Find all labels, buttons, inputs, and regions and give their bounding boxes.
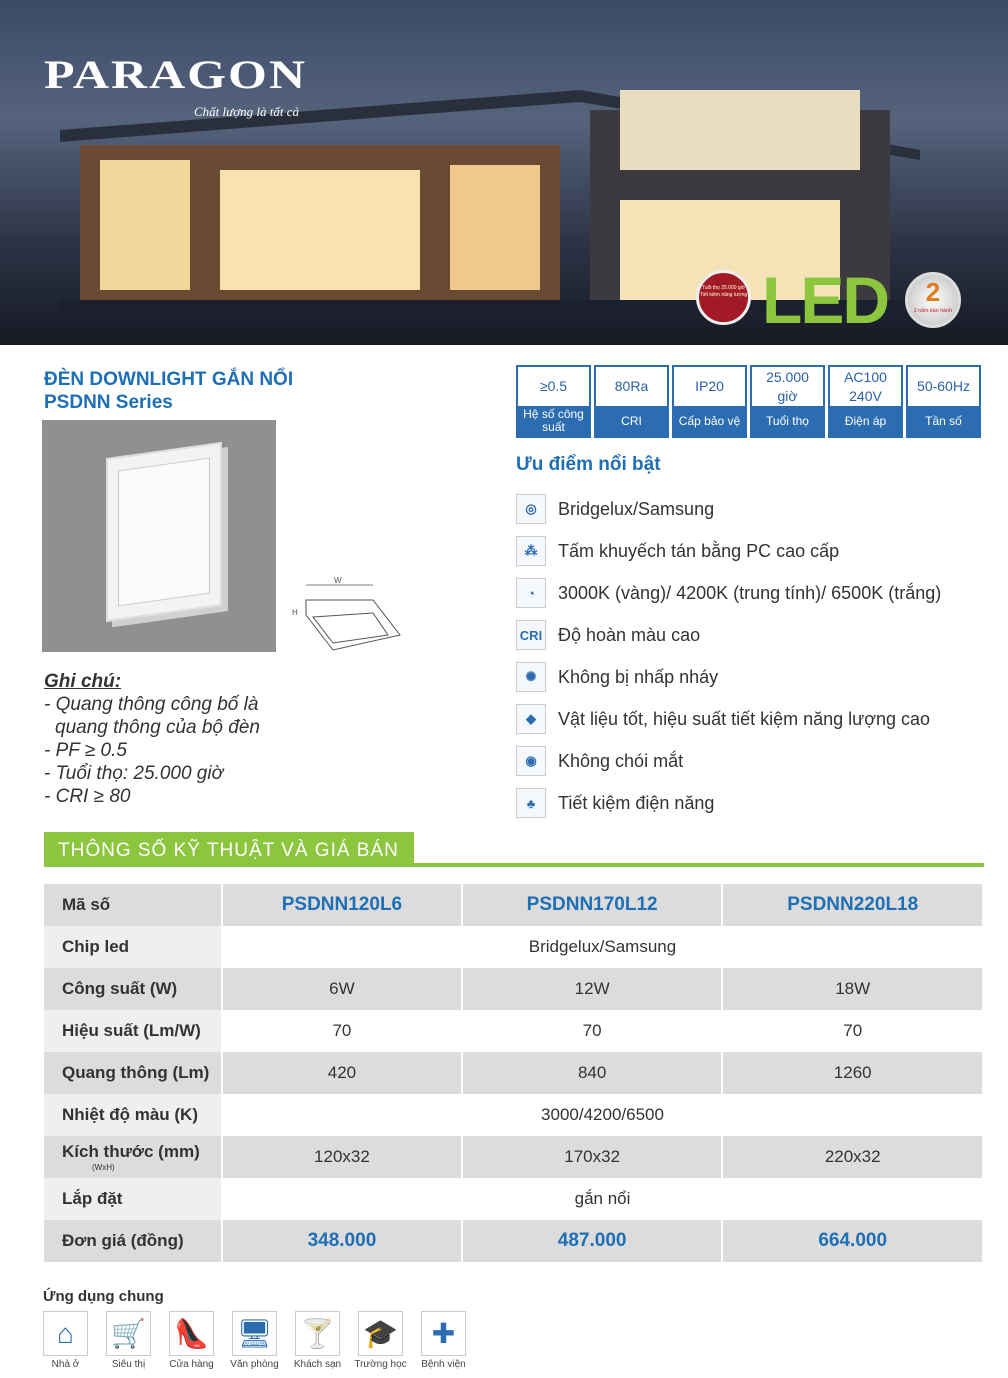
cell: 70: [222, 1010, 462, 1052]
advantage-item: [516, 656, 941, 698]
application-label: Nhà ở: [51, 1359, 80, 1370]
advantage-text: Không bị nhấp nháy: [558, 666, 719, 687]
house-icon: ⌂: [43, 1311, 88, 1356]
applications-list: [43, 1311, 466, 1370]
advantage-text: Không chói mắt: [558, 750, 684, 771]
cell: 12W: [462, 968, 723, 1010]
advantage-item: [516, 782, 941, 824]
product-title: [44, 368, 293, 414]
row-label-sub: (WxH): [92, 1162, 115, 1172]
advantage-item: [516, 614, 941, 656]
spec-boxes: [516, 365, 981, 438]
applications-title: Ứng dụng chung: [43, 1288, 164, 1305]
spec-value: 25.000 giờ: [766, 368, 809, 404]
spec-value: 80Ra: [614, 378, 649, 394]
cell: PSDNN170L12: [462, 884, 723, 926]
advantage-item: [516, 530, 941, 572]
application-label: Trường học: [354, 1359, 407, 1370]
row-label: Chip led: [44, 926, 222, 968]
application-item: [295, 1311, 340, 1370]
cell: 70: [722, 1010, 983, 1052]
dim-width-label: W: [334, 576, 342, 585]
cell: 120x32: [222, 1136, 462, 1178]
advantages-title: Ưu điểm nổi bật: [516, 454, 661, 475]
table-row: [44, 1052, 983, 1094]
cell: gắn nổi: [222, 1178, 983, 1220]
cell: PSDNN120L6: [222, 884, 462, 926]
row-label: Mã số: [44, 884, 222, 926]
spec-power-factor: [516, 365, 591, 438]
spec-value: 50-60Hz: [917, 378, 970, 394]
section-title: THÔNG SỐ KỸ THUẬT VÀ GIÁ BÁN: [44, 832, 414, 866]
table-row: [44, 968, 983, 1010]
spec-label: Hệ số công suất: [518, 406, 589, 436]
spec-label: Tần số: [908, 406, 979, 436]
application-label: Văn phòng: [230, 1359, 279, 1370]
chip-icon: ◎: [516, 494, 546, 524]
application-item: [232, 1311, 277, 1370]
plant-icon: ♣: [516, 788, 546, 818]
table-row: [44, 1178, 983, 1220]
hero-banner: [0, 0, 1008, 345]
advantage-item: [516, 698, 941, 740]
hospital-icon: ✚: [421, 1311, 466, 1356]
cart-icon: 🛒: [106, 1311, 151, 1356]
notes: [44, 670, 260, 808]
cell: 6W: [222, 968, 462, 1010]
table-row: [44, 1010, 983, 1052]
spec-label: CRI: [596, 406, 667, 436]
spec-label: Cấp bảo vệ: [674, 406, 745, 436]
cell: 18W: [722, 968, 983, 1010]
product-image: [42, 420, 276, 652]
spec-voltage: [828, 365, 903, 438]
cell: 3000/4200/6500: [222, 1094, 983, 1136]
price-cell: 348.000: [222, 1220, 462, 1262]
spec-label: Điện áp: [830, 406, 901, 436]
note-item: - PF ≥ 0.5: [44, 740, 127, 761]
lifetime-sticker: Tuổi thọ 25.000 giờ Tiết kiệm năng lượng: [696, 270, 751, 325]
application-item: [43, 1311, 88, 1370]
row-label: Quang thông (Lm): [44, 1052, 222, 1094]
application-item: [169, 1311, 214, 1370]
price-cell: 664.000: [722, 1220, 983, 1262]
notes-heading: Ghi chú:: [44, 671, 122, 692]
cell: Bridgelux/Samsung: [222, 926, 983, 968]
product-name: ĐÈN DOWNLIGHT GẮN NỔI: [44, 369, 294, 390]
spec-ip: [672, 365, 747, 438]
dimension-diagram: [288, 575, 403, 655]
note-item: quang thông của bộ đèn: [55, 717, 260, 738]
application-item: [354, 1311, 407, 1370]
cell: 70: [462, 1010, 723, 1052]
advantage-text: Độ hoàn màu cao: [558, 624, 701, 645]
row-label: Nhiệt độ màu (K): [44, 1094, 222, 1136]
table-row: [44, 1220, 983, 1262]
cell: 840: [462, 1052, 723, 1094]
dim-height-label: H: [292, 608, 298, 617]
computer-icon: 🖥: [232, 1311, 277, 1356]
application-label: Cửa hàng: [169, 1359, 214, 1370]
application-label: Khách sạn: [293, 1359, 342, 1370]
price-cell: 487.000: [462, 1220, 723, 1262]
application-label: Siêu thị: [111, 1359, 146, 1370]
advantage-text: Tiết kiệm điện năng: [558, 792, 715, 813]
product-series: PSDNN Series: [44, 392, 173, 413]
brand-logo: PARAGON: [44, 52, 308, 97]
application-label: Bệnh viện: [421, 1359, 466, 1370]
application-item: [421, 1311, 466, 1370]
section-divider: [44, 863, 984, 867]
led-logo: LED: [762, 263, 888, 337]
diamond-icon: ◆: [516, 704, 546, 734]
brand-slogan: Chất lượng là tất cả: [194, 104, 300, 119]
warranty-seal: 2 2 năm bảo hành: [905, 272, 961, 328]
table-row: [44, 1136, 983, 1178]
row-label: Đơn giá (đồng): [44, 1220, 222, 1262]
table-row: [44, 926, 983, 968]
no-flicker-icon: ✺: [516, 662, 546, 692]
row-label: Công suất (W): [44, 968, 222, 1010]
color-temp-icon: ◔: [516, 578, 546, 608]
row-label: [44, 1136, 222, 1178]
advantage-text: Bridgelux/Samsung: [558, 498, 715, 519]
application-item: [106, 1311, 151, 1370]
table-row: [44, 1094, 983, 1136]
advantage-text: Tấm khuyếch tán bằng PC cao cấp: [558, 540, 840, 561]
cell: 420: [222, 1052, 462, 1094]
advantage-item: [516, 740, 941, 782]
spec-value: ≥0.5: [539, 378, 568, 394]
spec-value: IP20: [695, 378, 724, 394]
row-label: Hiệu suất (Lm/W): [44, 1010, 222, 1052]
spec-cri: [594, 365, 669, 438]
table-row: [44, 884, 983, 926]
note-item: - Tuổi thọ: 25.000 giờ: [44, 763, 224, 784]
cri-icon: CRI: [516, 620, 546, 650]
cell: 1260: [722, 1052, 983, 1094]
graduation-cap-icon: 🎓: [358, 1311, 403, 1356]
advantage-item: [516, 572, 941, 614]
row-label-text: Kích thước (mm): [62, 1141, 200, 1161]
warranty-seal-text: 2 năm bảo hành: [913, 308, 953, 314]
waiter-icon: 🍸: [295, 1311, 340, 1356]
row-label: Lắp đặt: [44, 1178, 222, 1220]
note-item: - CRI ≥ 80: [44, 786, 131, 807]
spec-frequency: [906, 365, 981, 438]
diffuser-icon: ⁂: [516, 536, 546, 566]
advantage-text: 3000K (vàng)/ 4200K (trung tính)/ 6500K (trắng): [558, 582, 942, 603]
note-item: - Quang thông công bố là: [44, 694, 259, 715]
cell: 170x32: [462, 1136, 723, 1178]
spec-price-table: [44, 884, 984, 1262]
advantage-item: [516, 488, 941, 530]
advantage-text: Vật liệu tốt, hiệu suất tiết kiệm năng lượng cao: [558, 708, 931, 729]
spec-lifetime: [750, 365, 825, 438]
shoe-icon: 👠: [169, 1311, 214, 1356]
spec-label: Tuổi thọ: [752, 406, 823, 436]
cell: PSDNN220L18: [722, 884, 983, 926]
cell: 220x32: [722, 1136, 983, 1178]
spec-value: AC100 240V: [844, 368, 887, 404]
eye-icon: ◉: [516, 746, 546, 776]
advantages-list: [516, 488, 941, 824]
